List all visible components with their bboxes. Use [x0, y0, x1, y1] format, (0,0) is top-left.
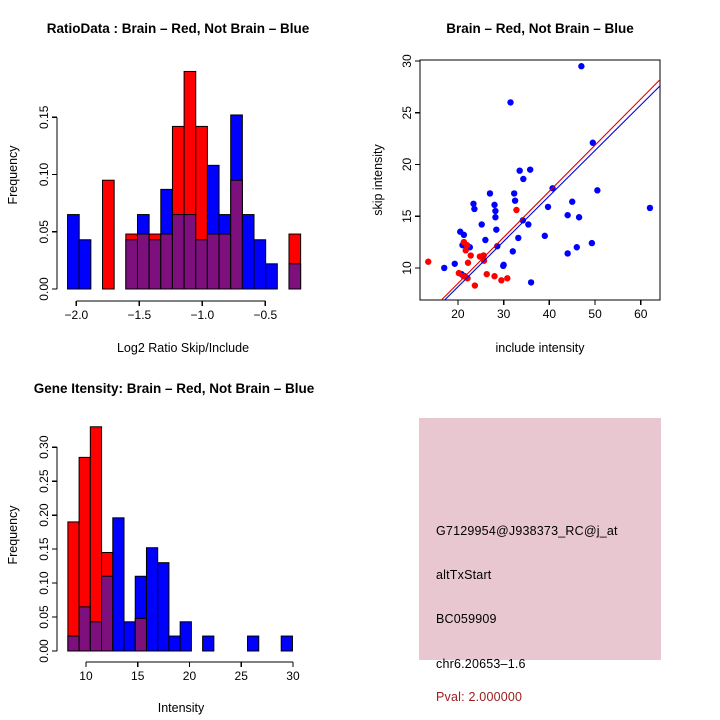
- regression-line-brain: [441, 80, 660, 300]
- scatter-point-not-brain: [500, 263, 506, 269]
- histogram-bar-blue: [248, 636, 259, 651]
- scatter-point-not-brain: [647, 205, 653, 211]
- scatter-point-not-brain: [542, 233, 548, 239]
- scatter-point-not-brain: [569, 199, 575, 205]
- x-axis-label: include intensity: [495, 341, 585, 355]
- histogram-bar-blue: [68, 215, 80, 289]
- scatter-point-brain: [491, 273, 497, 279]
- scatter-point-not-brain: [576, 214, 582, 220]
- histogram-bar-blue: [266, 264, 278, 289]
- scatter-point-not-brain: [589, 240, 595, 246]
- locus-text: chr6.20653–1.6: [436, 657, 526, 671]
- x-tick-label: 20: [451, 307, 465, 321]
- y-tick-label: 0.30: [37, 435, 51, 459]
- intensity-scatter-canvas: [360, 0, 720, 360]
- x-tick-label: −1.5: [127, 308, 152, 322]
- ratio-histogram-canvas: [0, 0, 360, 360]
- y-tick-label: 0.10: [37, 162, 51, 187]
- histogram-bar-overlap: [161, 234, 173, 289]
- histogram-bar-red: [90, 427, 101, 651]
- x-tick-label: 60: [634, 307, 648, 321]
- histogram-bar-overlap: [219, 234, 231, 289]
- x-axis-label: Log2 Ratio Skip/Include: [116, 341, 250, 355]
- y-tick-label: 30: [400, 54, 414, 68]
- histogram-bar-overlap: [289, 264, 301, 289]
- scatter-point-not-brain: [507, 99, 513, 105]
- histogram-bar-overlap: [90, 622, 101, 651]
- y-tick-label: 20: [400, 157, 414, 172]
- scatter-point-not-brain: [564, 250, 570, 256]
- scatter-point-brain: [465, 260, 471, 266]
- y-tick-label: 0.15: [37, 105, 51, 129]
- x-axis-label: Intensity: [157, 701, 205, 715]
- histogram-bar-overlap: [68, 636, 79, 651]
- histogram-bar-blue: [113, 518, 124, 651]
- intensity-scatter-plot: [400, 54, 660, 321]
- scatter-point-not-brain: [491, 202, 497, 208]
- histogram-bar-overlap: [135, 618, 146, 651]
- histogram-bar-overlap: [196, 240, 208, 289]
- scatter-point-not-brain: [441, 265, 447, 271]
- scatter-point-not-brain: [487, 190, 493, 196]
- accession-text: BC059909: [436, 612, 497, 626]
- histogram-bar-blue: [242, 215, 254, 289]
- histogram-bar-overlap: [231, 180, 243, 289]
- y-tick-label: 0.10: [37, 571, 51, 595]
- ratio-histogram-plot: [37, 71, 301, 322]
- panel-gene-info: [360, 360, 720, 720]
- y-axis-label: Frequency: [6, 145, 20, 205]
- y-tick-label: 0.05: [37, 220, 51, 244]
- histogram-bar-overlap: [137, 234, 149, 289]
- scatter-point-not-brain: [574, 244, 580, 250]
- histogram-bar-overlap: [126, 240, 138, 289]
- x-tick-label: 40: [542, 307, 557, 321]
- y-tick-label: 0.00: [37, 277, 51, 301]
- histogram-bar-blue: [281, 636, 292, 651]
- x-tick-label: −1.0: [190, 308, 215, 322]
- gene-info-box: [419, 418, 661, 704]
- scatter-point-not-brain: [492, 208, 498, 214]
- event-type-text: altTxStart: [436, 568, 492, 582]
- scatter-point-not-brain: [516, 167, 522, 173]
- histogram-bar-blue: [146, 548, 157, 651]
- regression-line-not-brain: [445, 86, 660, 300]
- scatter-point-brain: [513, 207, 519, 213]
- scatter-point-not-brain: [482, 237, 488, 243]
- histogram-bar-blue: [203, 636, 214, 651]
- x-tick-label: 50: [588, 307, 602, 321]
- x-tick-label: 30: [496, 307, 511, 321]
- scatter-point-not-brain: [493, 226, 499, 232]
- histogram-bar-red: [68, 522, 79, 651]
- y-axis-label: Frequency: [6, 505, 20, 565]
- chart-title: Gene Itensity: Brain – Red, Not Brain – Blue: [33, 381, 315, 396]
- panel-intensity-scatter: [360, 0, 720, 360]
- gene-intensity-histogram-plot: [37, 427, 300, 683]
- y-tick-label: 10: [400, 261, 414, 275]
- probe-id-text: G7129954@J938373_RC@j_at: [436, 524, 618, 538]
- y-tick-label: 0.05: [37, 605, 51, 629]
- scatter-point-brain: [463, 247, 469, 253]
- y-tick-label: 15: [400, 209, 414, 223]
- y-tick-label: 0.25: [37, 469, 51, 493]
- pval-text: Pval: 2.000000: [436, 690, 523, 704]
- scatter-point-not-brain: [461, 232, 467, 238]
- scatter-point-brain: [468, 252, 474, 258]
- histogram-bar-overlap: [102, 576, 113, 651]
- histogram-bar-blue: [254, 240, 266, 289]
- scatter-point-not-brain: [511, 190, 517, 196]
- x-tick-label: 30: [286, 669, 300, 683]
- histogram-bar-overlap: [172, 215, 184, 289]
- histogram-bar-blue: [79, 240, 91, 289]
- histogram-bar-blue: [158, 563, 169, 651]
- y-tick-label: 0.00: [37, 639, 51, 663]
- scatter-point-brain: [472, 282, 478, 288]
- scatter-point-not-brain: [545, 204, 551, 210]
- scatter-point-not-brain: [512, 197, 518, 203]
- y-axis-label: skip intensity: [371, 144, 385, 216]
- y-tick-label: 0.20: [37, 503, 51, 527]
- x-tick-label: 20: [182, 669, 197, 683]
- scatter-point-not-brain: [515, 235, 521, 241]
- x-tick-label: 15: [131, 669, 145, 683]
- scatter-point-not-brain: [452, 261, 458, 267]
- histogram-bar-overlap: [207, 234, 219, 289]
- panel-ratio-histogram: [0, 0, 360, 360]
- scatter-point-not-brain: [564, 212, 570, 218]
- scatter-point-not-brain: [594, 187, 600, 193]
- histogram-bar-blue: [180, 622, 191, 651]
- x-tick-label: 25: [234, 669, 248, 683]
- histogram-bar-overlap: [79, 607, 90, 651]
- x-tick-label: −0.5: [253, 308, 278, 322]
- gene-intensity-histogram-canvas: [0, 360, 360, 720]
- x-tick-label: 10: [79, 669, 93, 683]
- scatter-point-brain: [425, 259, 431, 265]
- scatter-point-brain: [498, 277, 504, 283]
- x-tick-label: −2.0: [64, 308, 89, 322]
- scatter-point-not-brain: [479, 221, 485, 227]
- histogram-bar-blue: [124, 622, 135, 651]
- scatter-point-not-brain: [528, 279, 534, 285]
- histogram-bar-overlap: [149, 240, 161, 289]
- scatter-point-brain: [484, 271, 490, 277]
- chart-title: Brain – Red, Not Brain – Blue: [446, 21, 634, 36]
- y-tick-label: 25: [400, 106, 414, 120]
- histogram-bar-blue: [169, 636, 180, 651]
- scatter-point-not-brain: [578, 63, 584, 69]
- histogram-bar-overlap: [184, 215, 196, 289]
- y-tick-label: 0.15: [37, 537, 51, 561]
- scatter-point-brain: [504, 275, 510, 281]
- histogram-bar-red: [103, 180, 115, 289]
- chart-title: RatioData : Brain – Red, Not Brain – Blue: [46, 21, 310, 36]
- scatter-point-not-brain: [492, 214, 498, 220]
- scatter-point-not-brain: [527, 166, 533, 172]
- scatter-point-not-brain: [525, 221, 531, 227]
- scatter-point-not-brain: [510, 248, 516, 254]
- scatter-point-not-brain: [520, 176, 526, 182]
- panel-gene-intensity-histogram: [0, 360, 360, 720]
- scatter-point-not-brain: [471, 206, 477, 212]
